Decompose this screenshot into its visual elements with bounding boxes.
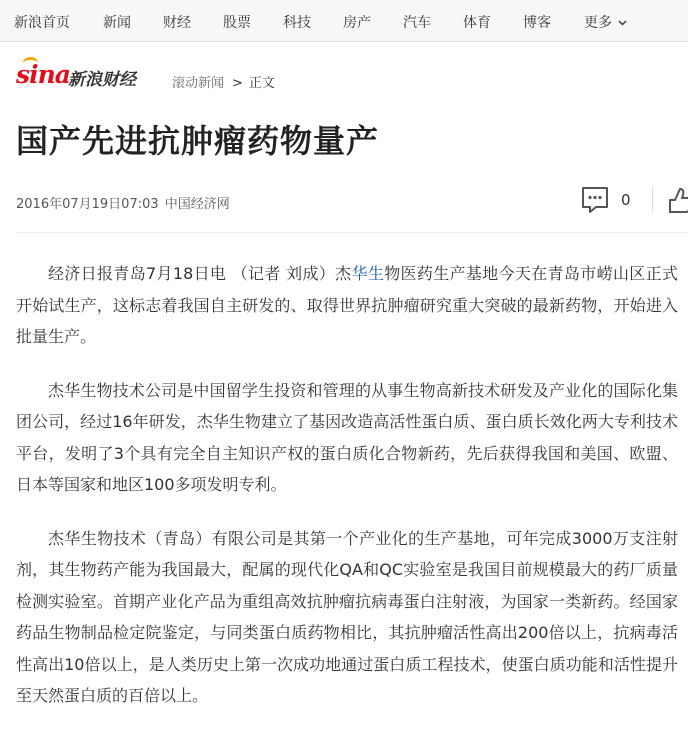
logo-sina-text: sina bbox=[16, 60, 70, 89]
article-title: 国产先进抗肿瘤药物量产 bbox=[16, 122, 380, 160]
thumbs-up-icon[interactable] bbox=[666, 186, 688, 214]
nav-item-auto[interactable]: 汽车 bbox=[403, 15, 431, 31]
nav-more-button[interactable] bbox=[584, 12, 627, 32]
nav-item-tech[interactable]: 科技 bbox=[283, 15, 311, 31]
meta-divider bbox=[652, 186, 653, 212]
nav-item-home[interactable]: 新浪首页 bbox=[14, 15, 70, 31]
logo-finance-text: 新浪财经 bbox=[68, 70, 136, 90]
paragraph-text: 经济日报青岛7月18日电 （记者 刘成）杰 bbox=[48, 264, 352, 283]
article-body bbox=[16, 258, 678, 734]
top-nav-bar bbox=[0, 0, 688, 42]
nav-item-house[interactable]: 房产 bbox=[343, 15, 371, 31]
article-datetime: 2016年07月19日07:03 bbox=[16, 197, 159, 212]
article-paragraph: 杰华生物技术（青岛）有限公司是其第一个产业化的生产基地，可年完成3000万支注射剂，其生物药产能为我国最大，配属的现代化QA和QC实验室是我国目前规模最大的药厂质量检测实验室。首期产业化产品为重组高效抗肿瘤抗病毒蛋白注射液，为国家一类新药。经国家药品生物制品检定院鉴定，与同类蛋白质药物相比，其抗肿瘤活性高出200倍以上，抗病毒活性高出10倍以上，是人类历史上第一次成功地通过蛋白质工程技术，使蛋白质功能和活性提升至天然蛋白质的百倍以上。 bbox=[16, 528, 678, 705]
article-paragraph bbox=[16, 258, 678, 353]
header-bar bbox=[16, 56, 688, 96]
article-source-link[interactable]: 中国经济网 bbox=[164, 197, 230, 212]
nav-item-news[interactable]: 新闻 bbox=[103, 15, 131, 31]
sina-finance-logo[interactable] bbox=[16, 60, 148, 90]
breadcrumb-section-link[interactable]: 滚动新闻 bbox=[172, 76, 225, 91]
comment-count[interactable]: 0 bbox=[621, 191, 631, 209]
nav-item-sports[interactable]: 体育 bbox=[463, 15, 491, 31]
header-divider bbox=[16, 232, 688, 233]
nav-item-blog[interactable]: 博客 bbox=[523, 15, 551, 31]
breadcrumb bbox=[172, 72, 275, 91]
article-meta bbox=[16, 193, 230, 212]
nav-item-stocks[interactable]: 股票 bbox=[223, 15, 251, 31]
comment-icon[interactable] bbox=[580, 185, 610, 215]
paragraph-text: 物医药生产基地今天在青岛市崂山区正式开始试生产，这标志着我国自主研发的、取得世界抗肿瘤研究重大突破的最新药物，开始进入批量生产。 bbox=[16, 264, 678, 346]
nav-more-label: 更多 bbox=[584, 15, 612, 31]
article-paragraph: 杰华生物技术公司是中国留学生投资和管理的从事生物高新技术研发及产业化的国际化集团公司，经过16年研发，杰华生物建立了基因改造高活性蛋白质、蛋白质长效化两大专利技术平台，发明了3个具有完全自主知识产权的蛋白质化合物新药，先后获得我国和美国、欧盟、日本等国家和地区100多项发明专利。 bbox=[16, 380, 678, 494]
breadcrumb-current: 正文 bbox=[248, 76, 275, 91]
stock-keyword-link[interactable]: 华生 bbox=[351, 264, 385, 283]
chevron-down-icon bbox=[618, 20, 627, 26]
nav-item-finance[interactable]: 财经 bbox=[163, 15, 191, 31]
breadcrumb-separator: > bbox=[232, 76, 243, 91]
